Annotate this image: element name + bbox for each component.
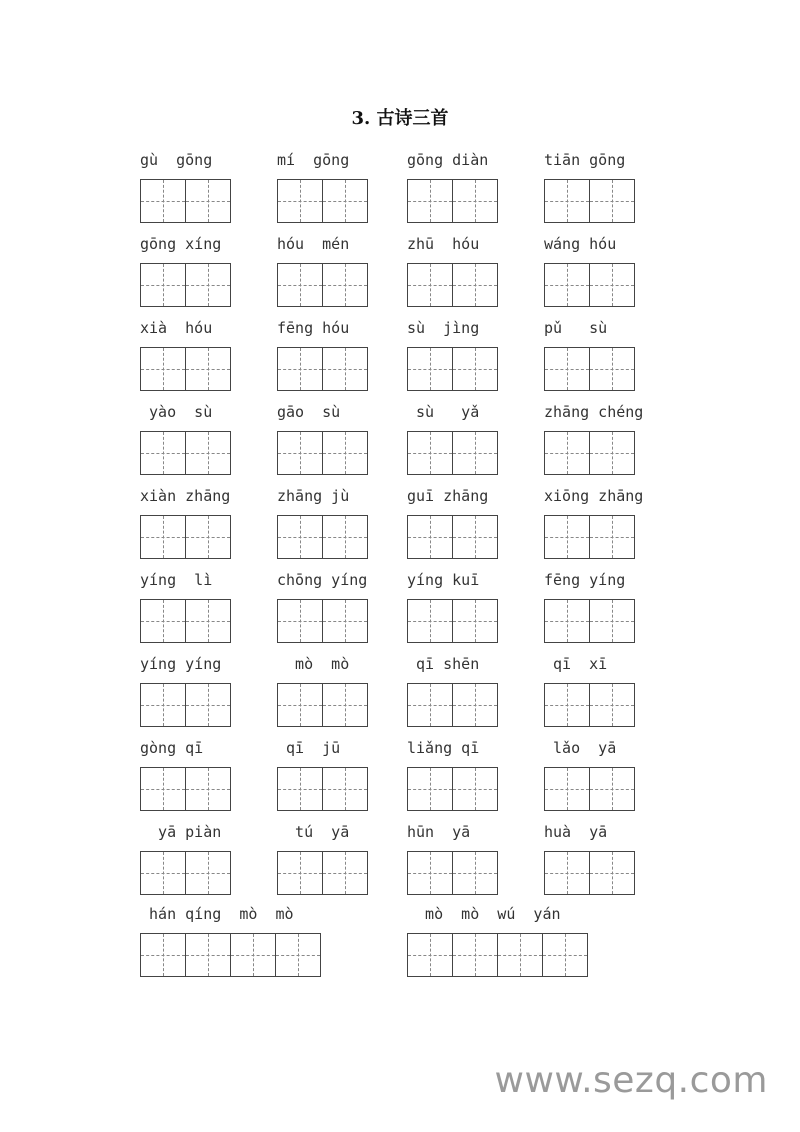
- tian-zi-box[interactable]: [453, 347, 498, 391]
- tian-zi-box[interactable]: [590, 179, 635, 223]
- writing-boxes: [140, 515, 231, 559]
- tian-zi-box[interactable]: [590, 683, 635, 727]
- tian-zi-box[interactable]: [278, 263, 323, 307]
- writing-boxes: [277, 515, 368, 559]
- writing-boxes: [544, 263, 635, 307]
- writing-boxes: [544, 599, 635, 643]
- pinyin-label: mò mò: [277, 655, 350, 673]
- tian-zi-box[interactable]: [323, 515, 368, 559]
- tian-zi-box[interactable]: [186, 263, 231, 307]
- writing-boxes: [544, 347, 635, 391]
- tian-zi-box[interactable]: [186, 767, 231, 811]
- writing-boxes: [407, 851, 498, 895]
- pinyin-label: mò mò wú yán: [407, 905, 561, 923]
- tian-zi-box[interactable]: [453, 767, 498, 811]
- tian-zi-box[interactable]: [590, 263, 635, 307]
- tian-zi-box[interactable]: [278, 851, 323, 895]
- writing-boxes: [277, 767, 368, 811]
- tian-zi-box[interactable]: [408, 347, 453, 391]
- tian-zi-box[interactable]: [141, 933, 186, 977]
- tian-zi-box[interactable]: [590, 767, 635, 811]
- tian-zi-box[interactable]: [408, 683, 453, 727]
- writing-boxes: [544, 515, 635, 559]
- tian-zi-box[interactable]: [323, 599, 368, 643]
- writing-boxes: [544, 179, 635, 223]
- tian-zi-box[interactable]: [323, 683, 368, 727]
- writing-boxes: [140, 683, 231, 727]
- writing-boxes: [544, 851, 635, 895]
- tian-zi-box[interactable]: [278, 599, 323, 643]
- tian-zi-box[interactable]: [276, 933, 321, 977]
- pinyin-label: hán qíng mò mò: [140, 905, 294, 923]
- tian-zi-box[interactable]: [453, 599, 498, 643]
- pinyin-label: gòng qī: [140, 739, 204, 757]
- tian-zi-box[interactable]: [453, 851, 498, 895]
- pinyin-label: guī zhāng: [407, 487, 489, 505]
- tian-zi-box[interactable]: [545, 263, 590, 307]
- writing-boxes: [407, 683, 498, 727]
- pinyin-label: xiàn zhāng: [140, 487, 231, 505]
- pinyin-label: tiān gōng: [544, 151, 626, 169]
- tian-zi-box[interactable]: [453, 933, 498, 977]
- tian-zi-box[interactable]: [141, 599, 186, 643]
- writing-boxes: [407, 933, 588, 977]
- tian-zi-box[interactable]: [186, 179, 231, 223]
- pinyin-label: yíng kuī: [407, 571, 480, 589]
- tian-zi-box[interactable]: [408, 851, 453, 895]
- tian-zi-box[interactable]: [498, 933, 543, 977]
- writing-boxes: [407, 431, 498, 475]
- tian-zi-box[interactable]: [323, 263, 368, 307]
- tian-zi-box[interactable]: [323, 851, 368, 895]
- writing-boxes: [407, 515, 498, 559]
- tian-zi-box[interactable]: [186, 599, 231, 643]
- tian-zi-box[interactable]: [545, 599, 590, 643]
- tian-zi-box[interactable]: [543, 933, 588, 977]
- tian-zi-box[interactable]: [141, 431, 186, 475]
- tian-zi-box[interactable]: [453, 683, 498, 727]
- tian-zi-box[interactable]: [453, 263, 498, 307]
- tian-zi-box[interactable]: [408, 431, 453, 475]
- tian-zi-box[interactable]: [141, 347, 186, 391]
- tian-zi-box[interactable]: [278, 431, 323, 475]
- pinyin-label: qī xī: [544, 655, 608, 673]
- writing-boxes: [140, 179, 231, 223]
- tian-zi-box[interactable]: [590, 431, 635, 475]
- writing-boxes: [544, 431, 635, 475]
- tian-zi-box[interactable]: [323, 347, 368, 391]
- tian-zi-box[interactable]: [545, 179, 590, 223]
- tian-zi-box[interactable]: [408, 179, 453, 223]
- writing-boxes: [140, 347, 231, 391]
- tian-zi-box[interactable]: [323, 767, 368, 811]
- tian-zi-box[interactable]: [278, 347, 323, 391]
- tian-zi-box[interactable]: [278, 515, 323, 559]
- pinyin-label: pǔ sù: [544, 319, 608, 337]
- tian-zi-box[interactable]: [408, 767, 453, 811]
- writing-boxes: [407, 599, 498, 643]
- tian-zi-box[interactable]: [186, 347, 231, 391]
- tian-zi-box[interactable]: [186, 431, 231, 475]
- writing-boxes: [140, 767, 231, 811]
- pinyin-label: lǎo yā: [544, 739, 617, 757]
- tian-zi-box[interactable]: [545, 515, 590, 559]
- tian-zi-box[interactable]: [278, 683, 323, 727]
- tian-zi-box[interactable]: [545, 851, 590, 895]
- writing-boxes: [277, 263, 368, 307]
- tian-zi-box[interactable]: [590, 347, 635, 391]
- tian-zi-box[interactable]: [186, 683, 231, 727]
- tian-zi-box[interactable]: [141, 263, 186, 307]
- writing-boxes: [140, 933, 321, 977]
- tian-zi-box[interactable]: [278, 767, 323, 811]
- pinyin-label: fēng hóu: [277, 319, 350, 337]
- pinyin-label: gāo sù: [277, 403, 341, 421]
- pinyin-label: sù jìng: [407, 319, 480, 337]
- tian-zi-box[interactable]: [278, 179, 323, 223]
- pinyin-label: sù yǎ: [407, 403, 480, 421]
- tian-zi-box[interactable]: [590, 515, 635, 559]
- pinyin-label: wáng hóu: [544, 235, 617, 253]
- tian-zi-box[interactable]: [323, 179, 368, 223]
- tian-zi-box[interactable]: [186, 515, 231, 559]
- pinyin-label: yā piàn: [140, 823, 222, 841]
- pinyin-label: yíng lì: [140, 571, 213, 589]
- pinyin-label: yào sù: [140, 403, 213, 421]
- pinyin-label: gōng xíng: [140, 235, 222, 253]
- writing-boxes: [407, 179, 498, 223]
- writing-boxes: [277, 599, 368, 643]
- writing-boxes: [277, 431, 368, 475]
- tian-zi-box[interactable]: [141, 179, 186, 223]
- tian-zi-box[interactable]: [323, 431, 368, 475]
- tian-zi-box[interactable]: [186, 851, 231, 895]
- writing-boxes: [140, 263, 231, 307]
- tian-zi-box[interactable]: [186, 933, 231, 977]
- pinyin-label: mí gōng: [277, 151, 350, 169]
- tian-zi-box[interactable]: [141, 767, 186, 811]
- writing-boxes: [277, 179, 368, 223]
- writing-boxes: [140, 431, 231, 475]
- tian-zi-box[interactable]: [453, 515, 498, 559]
- writing-boxes: [277, 347, 368, 391]
- tian-zi-box[interactable]: [590, 851, 635, 895]
- tian-zi-box[interactable]: [453, 431, 498, 475]
- tian-zi-box[interactable]: [453, 179, 498, 223]
- tian-zi-box[interactable]: [545, 767, 590, 811]
- writing-boxes: [407, 347, 498, 391]
- pinyin-label: liǎng qī: [407, 739, 480, 757]
- writing-boxes: [407, 263, 498, 307]
- pinyin-label: qī shēn: [407, 655, 480, 673]
- tian-zi-box[interactable]: [408, 933, 453, 977]
- tian-zi-box[interactable]: [408, 263, 453, 307]
- pinyin-label: gōng diàn: [407, 151, 489, 169]
- writing-boxes: [277, 851, 368, 895]
- tian-zi-box[interactable]: [231, 933, 276, 977]
- pinyin-label: yíng yíng: [140, 655, 222, 673]
- pinyin-label: zhāng jù: [277, 487, 350, 505]
- watermark: www.sezq.com: [494, 1060, 768, 1101]
- pinyin-label: zhāng chéng: [544, 403, 644, 421]
- pinyin-label: xià hóu: [140, 319, 213, 337]
- tian-zi-box[interactable]: [545, 347, 590, 391]
- writing-boxes: [277, 683, 368, 727]
- writing-boxes: [140, 599, 231, 643]
- writing-boxes: [544, 683, 635, 727]
- tian-zi-box[interactable]: [408, 515, 453, 559]
- tian-zi-box[interactable]: [141, 683, 186, 727]
- tian-zi-box[interactable]: [141, 515, 186, 559]
- pinyin-label: hóu mén: [277, 235, 350, 253]
- pinyin-label: tú yā: [277, 823, 350, 841]
- writing-boxes: [544, 767, 635, 811]
- pinyin-label: chōng yíng: [277, 571, 368, 589]
- tian-zi-box[interactable]: [590, 599, 635, 643]
- pinyin-label: zhū hóu: [407, 235, 480, 253]
- tian-zi-box[interactable]: [141, 851, 186, 895]
- pinyin-label: gù gōng: [140, 151, 213, 169]
- pinyin-label: huà yā: [544, 823, 608, 841]
- writing-boxes: [140, 851, 231, 895]
- page-title: 3. 古诗三首: [351, 108, 449, 129]
- pinyin-label: hūn yā: [407, 823, 471, 841]
- pinyin-label: qī jū: [277, 739, 341, 757]
- tian-zi-box[interactable]: [545, 431, 590, 475]
- tian-zi-box[interactable]: [408, 599, 453, 643]
- tian-zi-box[interactable]: [545, 683, 590, 727]
- writing-boxes: [407, 767, 498, 811]
- pinyin-label: xiōng zhāng: [544, 487, 644, 505]
- pinyin-label: fēng yíng: [544, 571, 626, 589]
